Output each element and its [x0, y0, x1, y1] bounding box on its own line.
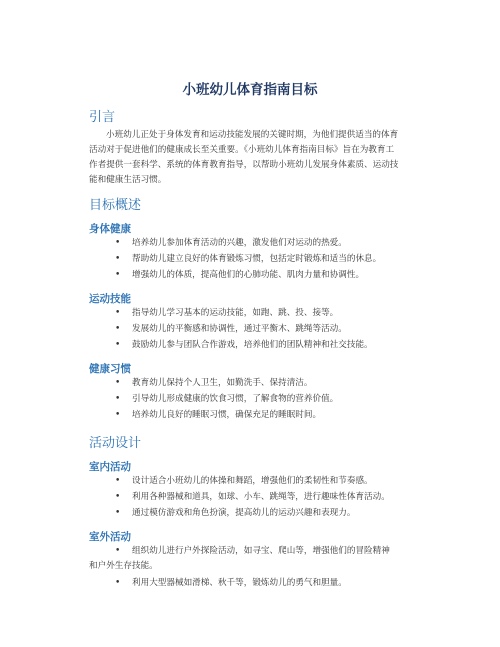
bullet-dot: • — [115, 238, 121, 248]
section-heading-indoor: 室内活动 — [89, 461, 131, 473]
intro-line: 作者提供一套科学、系统的体育教育指导，以帮助小班幼儿发展身体素质、运动技 — [89, 160, 399, 170]
intro-paragraph — [89, 128, 429, 188]
bullet-dot: • — [115, 308, 121, 318]
bullet-dot: • — [115, 270, 121, 280]
bullet-dot: • — [115, 410, 121, 420]
section-heading-physical-health: 身体健康 — [89, 223, 131, 235]
bullet-dot: • — [115, 546, 121, 556]
section-heading-motor-skills: 运动技能 — [89, 293, 131, 305]
bullet-dot: • — [115, 340, 121, 350]
section-heading-health-habits: 健康习惯 — [89, 363, 131, 375]
bullet-dot: • — [115, 492, 121, 502]
activities-heading: 活动设计 — [89, 436, 142, 451]
intro-line: 活动对于促进他们的健康成长至关重要。《小班幼儿体育指南目标》旨在为教育工 — [89, 145, 395, 155]
bullet-dot: • — [115, 378, 121, 388]
bullet-dot: • — [115, 254, 121, 264]
document-page: 小班幼儿体育指南目标 引言 小班幼儿正处于身体发育和运动技能发展的关键时期，为他们提供适当的体育 活动对于促进他们的健康成长至关重要。《小班幼儿体育指南目标》旨在为教育工 作者提供一套科学、系统的体育教育指导，以帮助小班幼儿发展身体素质、运动技 能和健康生活习惯。 目标概述 身体健康 • 培养幼儿参加体育活动的兴趣，激发他们对运动的热爱。 • 帮助幼儿建立良好的体育锻炼习惯，包括定时锻炼和适当的休息。 • 增强幼儿的体质，提高他们的心肺功能、肌肉力量和协调性。 运动技能 • 指导幼儿学习基本的运动技能，如跑、跳、投、接等。 • 发展幼儿的平衡感和协调性，通过平衡木、跳绳等活动。 • 鼓励幼儿参与团队合作游戏，培养他们的团队精神和社交技能。 健康习惯 • 教育幼儿保持个人卫生，如勤洗手、保持清洁。 • 引导幼儿形成健康的饮食习惯，了解食物的营养价值。 • 培养幼儿良好的睡眠习惯，确保充足的睡眠时间。 活动设计 室内活动 • 设计适合小班幼儿的体操和舞蹈，增强他们的柔韧性和节奏感。 • 利用各种器械和道具，如球、小车、跳绳等，进行趣味性体育活动。 • 通过模仿游戏和角色扮演，提高幼儿的运动兴趣和表现力。 室外活动 • 组织幼儿进行户外探险活动，如寻宝、爬山等，增强他们的冒险精神 和户外生存技能。 • 利用大型器械如滑梯、秋千等，锻炼幼儿的勇气和胆量。 — [0, 0, 500, 647]
intro-line: 能和健康生活习惯。 — [89, 175, 167, 185]
bullet-dot: • — [115, 578, 121, 588]
goals-heading: 目标概述 — [89, 198, 142, 213]
bullet-dot: • — [115, 476, 121, 486]
intro-heading: 引言 — [89, 110, 116, 125]
document-title: 小班幼儿体育指南目标 — [182, 82, 318, 98]
list-item: • 组织幼儿进行户外探险活动，如寻宝、爬山等，增强他们的冒险精神 和户外生存技能。 — [89, 546, 390, 571]
section-heading-outdoor: 室外活动 — [89, 531, 131, 543]
bullet-dot: • — [115, 508, 121, 518]
intro-line: 小班幼儿正处于身体发育和运动技能发展的关键时期，为他们提供适当的体育 — [106, 130, 399, 140]
bullet-dot: • — [115, 394, 121, 404]
bullet-dot: • — [115, 324, 121, 334]
